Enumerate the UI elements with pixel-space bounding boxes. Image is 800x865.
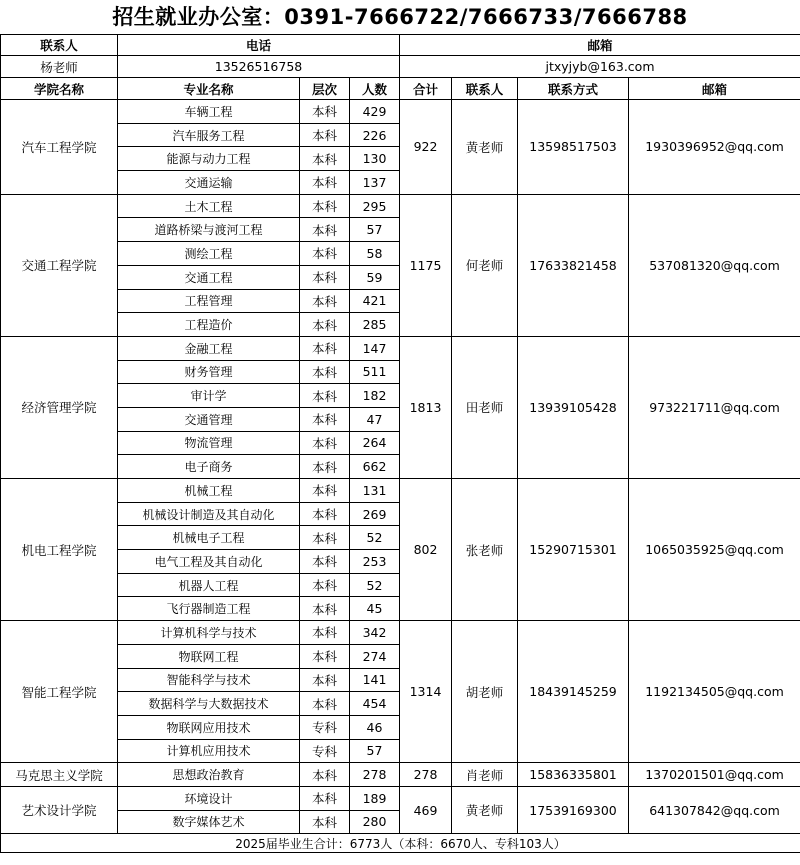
col-major: 专业名称 [118, 78, 300, 100]
major-count: 253 [350, 550, 400, 574]
major-level: 本科 [300, 407, 350, 431]
college-email: 1192134505@qq.com [629, 621, 800, 763]
college-phone: 15290715301 [518, 479, 629, 621]
major-name: 电气工程及其自动化 [118, 550, 300, 574]
college-name: 马克思主义学院 [1, 763, 118, 787]
table-row [1, 621, 800, 645]
college-total: 922 [400, 100, 452, 195]
major-name: 计算机应用技术 [118, 739, 300, 763]
major-level: 本科 [300, 194, 350, 218]
col-contact: 联系人 [452, 78, 518, 100]
major-count: 269 [350, 502, 400, 526]
college-phone: 17633821458 [518, 194, 629, 336]
college-name: 机电工程学院 [1, 479, 118, 621]
major-level: 本科 [300, 242, 350, 266]
major-name: 机械电子工程 [118, 526, 300, 550]
major-name: 数字媒体艺术 [118, 810, 300, 834]
major-count: 280 [350, 810, 400, 834]
major-count: 131 [350, 479, 400, 503]
major-count: 57 [350, 218, 400, 242]
college-total: 1813 [400, 336, 452, 478]
college-email: 641307842@qq.com [629, 786, 800, 833]
major-count: 189 [350, 786, 400, 810]
graduate-total-summary: 2025届毕业生合计：6773人（本科：6670人、专科103人） [1, 834, 800, 853]
major-level: 本科 [300, 100, 350, 124]
major-name: 环境设计 [118, 786, 300, 810]
footer-row [1, 834, 800, 853]
major-level: 本科 [300, 668, 350, 692]
major-level: 本科 [300, 218, 350, 242]
major-name: 道路桥梁与渡河工程 [118, 218, 300, 242]
college-phone: 13598517503 [518, 100, 629, 195]
office-email-header: 邮箱 [400, 35, 800, 56]
college-contact: 何老师 [452, 194, 518, 336]
major-level: 本科 [300, 336, 350, 360]
major-count: 58 [350, 242, 400, 266]
major-name: 交通工程 [118, 265, 300, 289]
major-level: 本科 [300, 573, 350, 597]
major-count: 130 [350, 147, 400, 171]
college-total: 469 [400, 786, 452, 833]
college-contact: 黄老师 [452, 100, 518, 195]
major-level: 本科 [300, 692, 350, 716]
major-count: 264 [350, 431, 400, 455]
major-level: 本科 [300, 171, 350, 195]
major-level: 本科 [300, 763, 350, 787]
major-level: 本科 [300, 786, 350, 810]
major-level: 本科 [300, 384, 350, 408]
major-level: 本科 [300, 479, 350, 503]
major-name: 工程管理 [118, 289, 300, 313]
col-college: 学院名称 [1, 78, 118, 100]
major-count: 421 [350, 289, 400, 313]
major-name: 车辆工程 [118, 100, 300, 124]
major-level: 本科 [300, 550, 350, 574]
major-level: 本科 [300, 313, 350, 337]
col-phone: 联系方式 [518, 78, 629, 100]
employment-table [0, 34, 800, 853]
major-level: 本科 [300, 502, 350, 526]
major-name: 机械设计制造及其自动化 [118, 502, 300, 526]
col-count: 人数 [350, 78, 400, 100]
major-count: 52 [350, 573, 400, 597]
major-count: 147 [350, 336, 400, 360]
college-phone: 13939105428 [518, 336, 629, 478]
office-contact: 杨老师 [1, 56, 118, 78]
major-name: 交通运输 [118, 171, 300, 195]
college-phone: 18439145259 [518, 621, 629, 763]
college-email: 1930396952@qq.com [629, 100, 800, 195]
major-name: 数据科学与大数据技术 [118, 692, 300, 716]
college-email: 973221711@qq.com [629, 336, 800, 478]
major-count: 285 [350, 313, 400, 337]
office-contact-header: 联系人 [1, 35, 118, 56]
major-name: 机械工程 [118, 479, 300, 503]
major-level: 本科 [300, 147, 350, 171]
major-name: 土木工程 [118, 194, 300, 218]
major-level: 本科 [300, 621, 350, 645]
table-row [1, 786, 800, 810]
page-title: 招生就业办公室：0391-7666722/7666733/7666788 [112, 5, 688, 29]
major-count: 429 [350, 100, 400, 124]
major-count: 137 [350, 171, 400, 195]
office-phone: 13526516758 [118, 56, 400, 78]
column-header-row [1, 78, 800, 100]
major-count: 59 [350, 265, 400, 289]
major-count: 274 [350, 644, 400, 668]
major-count: 57 [350, 739, 400, 763]
major-count: 511 [350, 360, 400, 384]
major-count: 141 [350, 668, 400, 692]
major-level: 专科 [300, 715, 350, 739]
major-count: 454 [350, 692, 400, 716]
major-count: 46 [350, 715, 400, 739]
college-contact: 黄老师 [452, 786, 518, 833]
college-name: 经济管理学院 [1, 336, 118, 478]
table-row [1, 763, 800, 787]
major-name: 物联网应用技术 [118, 715, 300, 739]
major-count: 342 [350, 621, 400, 645]
col-level: 层次 [300, 78, 350, 100]
college-email: 1065035925@qq.com [629, 479, 800, 621]
college-contact: 田老师 [452, 336, 518, 478]
major-level: 本科 [300, 123, 350, 147]
major-level: 本科 [300, 526, 350, 550]
college-contact: 张老师 [452, 479, 518, 621]
major-name: 交通管理 [118, 407, 300, 431]
college-phone: 15836335801 [518, 763, 629, 787]
major-count: 182 [350, 384, 400, 408]
major-level: 本科 [300, 431, 350, 455]
major-count: 52 [350, 526, 400, 550]
major-name: 物流管理 [118, 431, 300, 455]
major-name: 测绘工程 [118, 242, 300, 266]
college-total: 1175 [400, 194, 452, 336]
college-contact: 胡老师 [452, 621, 518, 763]
major-name: 机器人工程 [118, 573, 300, 597]
college-name: 汽车工程学院 [1, 100, 118, 195]
major-level: 本科 [300, 644, 350, 668]
col-email: 邮箱 [629, 78, 800, 100]
major-count: 662 [350, 455, 400, 479]
office-email: jtxyjyb@163.com [400, 56, 800, 78]
college-total: 278 [400, 763, 452, 787]
table-row [1, 194, 800, 218]
office-contact-row [1, 56, 800, 78]
col-total: 合计 [400, 78, 452, 100]
major-name: 审计学 [118, 384, 300, 408]
major-name: 飞行器制造工程 [118, 597, 300, 621]
college-email: 1370201501@qq.com [629, 763, 800, 787]
college-phone: 17539169300 [518, 786, 629, 833]
table-row [1, 479, 800, 503]
major-level: 本科 [300, 597, 350, 621]
major-name: 计算机科学与技术 [118, 621, 300, 645]
office-phone-header: 电话 [118, 35, 400, 56]
college-name: 艺术设计学院 [1, 786, 118, 833]
major-count: 226 [350, 123, 400, 147]
college-name: 交通工程学院 [1, 194, 118, 336]
major-count: 278 [350, 763, 400, 787]
major-level: 本科 [300, 810, 350, 834]
major-level: 本科 [300, 455, 350, 479]
table-row [1, 336, 800, 360]
major-name: 能源与动力工程 [118, 147, 300, 171]
major-name: 物联网工程 [118, 644, 300, 668]
major-name: 汽车服务工程 [118, 123, 300, 147]
major-name: 工程造价 [118, 313, 300, 337]
major-level: 本科 [300, 265, 350, 289]
college-email: 537081320@qq.com [629, 194, 800, 336]
major-name: 财务管理 [118, 360, 300, 384]
college-total: 1314 [400, 621, 452, 763]
college-total: 802 [400, 479, 452, 621]
college-contact: 肖老师 [452, 763, 518, 787]
major-name: 智能科学与技术 [118, 668, 300, 692]
major-name: 电子商务 [118, 455, 300, 479]
office-header-row [1, 35, 800, 56]
major-level: 专科 [300, 739, 350, 763]
major-count: 45 [350, 597, 400, 621]
major-name: 金融工程 [118, 336, 300, 360]
table-row [1, 100, 800, 124]
major-count: 295 [350, 194, 400, 218]
major-count: 47 [350, 407, 400, 431]
major-level: 本科 [300, 289, 350, 313]
college-name: 智能工程学院 [1, 621, 118, 763]
major-name: 思想政治教育 [118, 763, 300, 787]
major-level: 本科 [300, 360, 350, 384]
